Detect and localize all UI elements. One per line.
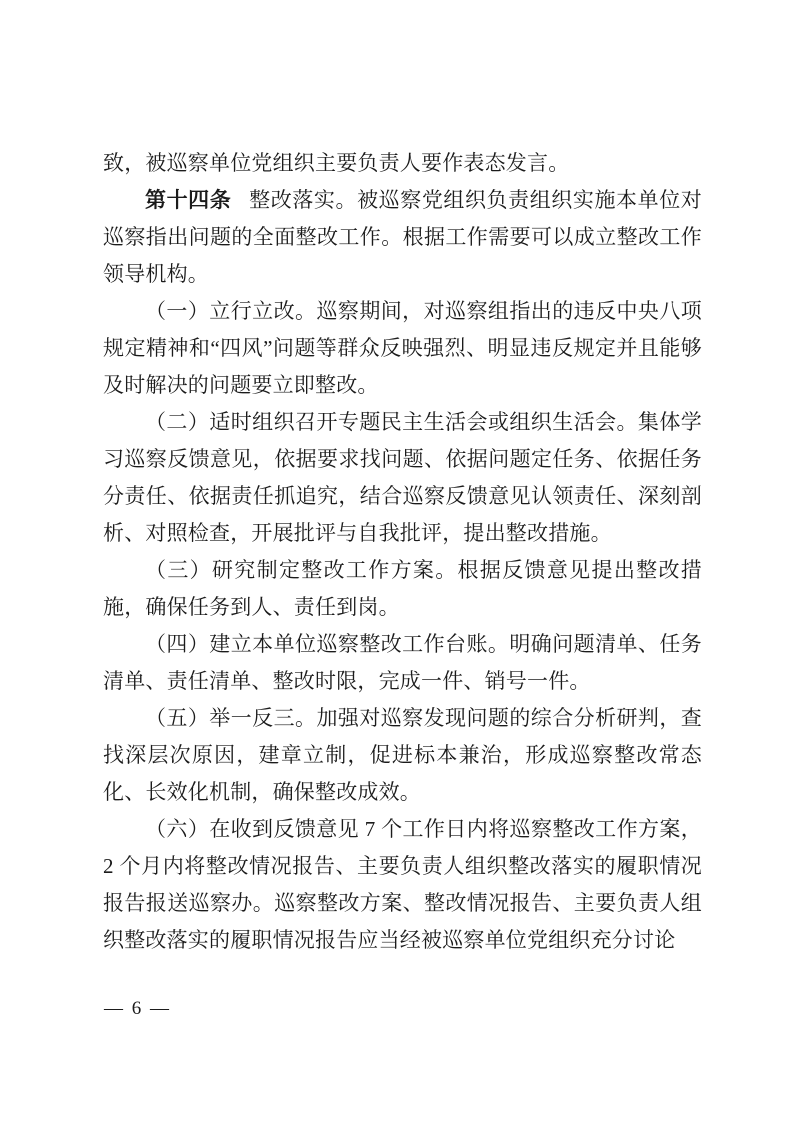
paragraph-item-1: （一）立行立改。巡察期间，对巡察组指出的违反中央八项规定精神和“四风”问题等群众反映强烈、明显违反规定并且能够及时解决的问题要立即整改。 bbox=[103, 299, 702, 397]
article-paragraph bbox=[103, 182, 702, 293]
paragraph-item-5: （五）举一反三。加强对巡察发现问题的综合分析研判，查找深层次原因，建章立制，促进标本兼治，形成巡察整改常态化、长效化机制，确保整改成效。 bbox=[103, 706, 702, 804]
paragraph-item-4: （四）建立本单位巡察整改工作台账。明确问题清单、任务清单、责任清单、整改时限，完成一件、销号一件。 bbox=[103, 632, 702, 693]
paragraph-continuation: 致，被巡察单位党组织主要负责人要作表态发言。 bbox=[103, 151, 570, 175]
page-body-text bbox=[103, 145, 702, 959]
paragraph-item-6: （六）在收到反馈意见 7 个工作日内将巡察整改工作方案，2 个月内将整改情况报告、主要负责人组织整改落实的履职情况报告报送巡察办。巡察整改方案、整改情况报告、主要负责人组织整改落实的履职情况报告应当经被巡察单位党组织充分讨论 bbox=[103, 817, 702, 952]
paragraph-item-2: （二）适时组织召开专题民主生活会或组织生活会。集体学习巡察反馈意见，依据要求找问题、依据问题定任务、依据任务分责任、依据责任抓追究，结合巡察反馈意见认领责任、深刻剖析、对照检查，开展批评与自我批评，提出整改措施。 bbox=[103, 410, 702, 545]
page-number: — 6 — bbox=[104, 998, 171, 1019]
article-number: 第十四条 bbox=[145, 188, 232, 212]
paragraph-item-3: （三）研究制定整改工作方案。根据反馈意见提出整改措施，确保任务到人、责任到岗。 bbox=[103, 558, 702, 619]
article-text: 整改落实。被巡察党组织负责组织实施本单位对巡察指出问题的全面整改工作。根据工作需要可以成立整改工作领导机构。 bbox=[103, 188, 702, 286]
